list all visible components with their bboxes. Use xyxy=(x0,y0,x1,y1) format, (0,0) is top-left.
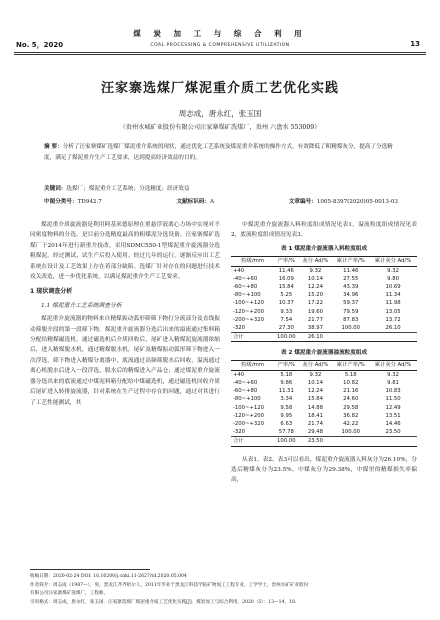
table-cell: -120~+200 xyxy=(233,412,265,419)
table-cell: 15.84 xyxy=(307,396,324,403)
keywords-label: 关键词： xyxy=(44,186,67,192)
table-header: 粒级/mm xyxy=(231,257,274,267)
table-cell: 9.95 xyxy=(280,412,293,419)
classification-line xyxy=(44,197,398,205)
table-header: 累计产率/% xyxy=(332,361,369,371)
table1-body xyxy=(231,266,417,342)
table-header: 产率/% xyxy=(274,257,298,267)
table-cell: 42.22 xyxy=(343,421,359,428)
table-header: 累计产率/% xyxy=(332,257,369,267)
table-cell: 7.54 xyxy=(280,316,293,323)
table-cell: 11.50 xyxy=(385,396,401,403)
table-row xyxy=(231,291,417,299)
table-cell: 3.34 xyxy=(280,396,293,403)
table-cell: 14.88 xyxy=(307,404,324,411)
table-cell: 29.58 xyxy=(343,404,359,411)
table-cell: 13.05 xyxy=(385,308,401,315)
analysis-paragraph: 从表1、表2、表3可以看出，煤泥重介旋流器入料灰分为26.10%，分选后精煤灰分为23.5%，中煤灰分为29.38%，中煤里的精煤损失率偏高， xyxy=(231,456,417,483)
table-cell: 9.32 xyxy=(309,267,322,274)
table-row xyxy=(231,299,417,307)
body-paragraph: 煤泥重介旋流器的物料来自精煤振动弧形筛筛下物打分流部分及直线振动筛脱介段的第一段筛下物。煤泥重介旋流器分选后出来的溢流通过集料箱分配给精煤磁选机，通过磁选机后介质回收后，尾矿进入精煤泥旋流器浓缩后，进入精煤脱水机，通过精煤脱水机，尾矿及精煤振动弧形筛下物进入一次浮选，筛下物进入精煤分离器中，底流通过高频筛脱水后回收，溢流通过离心机脱水后进入一段浮选，脱水后的精煤进入产品仓；通过煤泥重介旋流器分选出来的底流通过中煤泥料箱分配给中煤磁选机，通过磁选机回收介质后尾矿进入转排旋流器，针对系统在生产过程中存在的问题，通过对其进行了工艺性能测试，其 xyxy=(30,316,220,406)
table-cell: 10.82 xyxy=(343,380,359,387)
header-rule xyxy=(14,52,426,53)
abstract-label: 摘 要： xyxy=(44,144,63,150)
table-row xyxy=(231,324,417,333)
article-id: 文章编号：1005-8397(2020)05-0013-03 xyxy=(288,199,398,205)
table-cell: 24.60 xyxy=(343,396,359,403)
table-cell: 5.18 xyxy=(280,371,293,378)
table-cell: 87.83 xyxy=(343,316,359,323)
table-row xyxy=(231,266,417,275)
issue-number: No. 5，2020 xyxy=(16,41,64,49)
table-cell: 17.22 xyxy=(307,300,324,307)
table-cell: -200~+320 xyxy=(233,316,265,323)
table-cell: 23.50 xyxy=(385,429,401,436)
table-cell: -80~+100 xyxy=(233,396,261,403)
table-cell: 11.46 xyxy=(343,267,359,274)
table-header: 粒级/mm xyxy=(231,361,274,371)
table-cell: 15.84 xyxy=(278,283,294,290)
table-cell: 26.10 xyxy=(298,333,332,342)
right-column xyxy=(231,220,417,485)
table-cell: 100.00 xyxy=(274,437,298,446)
table-cell: 13.51 xyxy=(385,412,401,419)
table-cell: 34.96 xyxy=(343,292,359,299)
table-row xyxy=(231,395,417,403)
table2 xyxy=(231,360,417,446)
author-affiliation: （贵州水城矿业股份有限公司汪家寨煤矿洗煤厂，贵州 六盘水 553009） xyxy=(119,124,321,131)
table-cell: 9.33 xyxy=(280,308,293,315)
table-cell: +40 xyxy=(233,267,245,274)
table-cell: 5.18 xyxy=(344,371,357,378)
footnote-author-bio-cont: 有限公司汪家寨煤矿洗煤厂，工程师。 xyxy=(30,591,109,597)
table-cell: -100~+120 xyxy=(233,404,265,411)
table-cell: 29.48 xyxy=(307,429,324,436)
table-cell: 15.20 xyxy=(307,292,324,299)
table-cell: 26.10 xyxy=(385,324,401,331)
table-row xyxy=(231,437,417,446)
table-cell: 9.32 xyxy=(309,371,322,378)
table-cell: 9.80 xyxy=(387,275,399,282)
clc-number: 中图分类号：TD942.7 xyxy=(44,199,102,205)
table-header: 累计灰分 Ad/% xyxy=(369,361,417,371)
table-cell: 79.59 xyxy=(343,308,359,315)
table-cell: -200~+320 xyxy=(233,421,265,428)
table-cell: 10.14 xyxy=(307,275,324,282)
table-row xyxy=(231,379,417,387)
table2-caption: 表 2 煤泥重介旋流器溢流粒度组成 xyxy=(280,350,368,357)
table-cell: 10.37 xyxy=(278,300,294,307)
table-cell: 10.69 xyxy=(385,283,401,290)
table-cell: 23.50 xyxy=(298,437,332,446)
table-cell xyxy=(369,437,417,446)
table-cell: 9.32 xyxy=(387,371,399,378)
table-cell: 12.24 xyxy=(307,283,324,290)
table-cell: 59.37 xyxy=(343,300,359,307)
journal-name-cn: 煤 炭 加 工 与 综 合 利 用 xyxy=(133,29,307,38)
table-cell xyxy=(332,333,369,342)
table-cell: 57.78 xyxy=(278,429,294,436)
footnote-citation: 引用格式：周志成，唐永红，张玉国．汪家寨选煤厂煤泥重介质工艺优化实践[J]．煤炭加工与综合利用，2020（5）：13—14，18. xyxy=(30,599,297,605)
table-cell: 12.24 xyxy=(307,388,324,395)
table-row xyxy=(231,404,417,412)
table-row xyxy=(231,428,417,437)
journal-header xyxy=(110,28,330,48)
page-number: 13 xyxy=(410,40,420,48)
table-row xyxy=(231,308,417,316)
table-cell: 9.32 xyxy=(387,267,399,274)
table-cell: 19.60 xyxy=(307,308,324,315)
left-column xyxy=(30,220,220,409)
table-cell: 9.81 xyxy=(387,380,399,387)
table-cell: 合计 xyxy=(231,437,274,446)
table-row xyxy=(231,275,417,283)
table-cell: 21.16 xyxy=(343,388,359,395)
table-cell: 11.98 xyxy=(385,300,401,307)
abstract-text: 分析了汪家寨煤矿选煤厂煤泥重介系统的现状，通过优化工艺系统及煤泥重介系统的操作方式，有效降低了粗精煤灰分，提高了分选精度，满足了煤泥重介生产工艺要求，达到提高经济效益的目的。 xyxy=(44,144,393,161)
table-cell: 14.46 xyxy=(385,421,401,428)
table-cell: 11.34 xyxy=(385,292,401,299)
table-cell: -100~+120 xyxy=(233,300,265,307)
table-cell: -320 xyxy=(233,429,246,436)
table-cell: 100.00 xyxy=(274,333,298,342)
table-cell: 10.14 xyxy=(307,380,324,387)
intro-paragraph: 煤泥重介质旋流器是利用阿基米德原理在重悬浮液离心力场中实现对不同密度物料的分选，是目前分选精度最高的粗煤泥分选设备。汪家寨煤矿选煤厂于2014年进行新重介技改，采用SDMC550-1型煤泥重介旋流器分选粗煤泥。经过测试、试生产后投入使用。经过几年的运行，逐渐反应出工艺系统在设计及工艺效果上存在着部分缺陷。选煤厂针对存在的问题进行技术攻关改造，进一步优化系统，以满足煤泥重介生产工艺要求。 xyxy=(30,222,220,281)
table-row xyxy=(231,412,417,420)
footnote-rule xyxy=(30,569,150,570)
table-cell: 5.25 xyxy=(280,292,293,299)
table-header: 累计灰分 Ad/% xyxy=(369,257,417,267)
table-cell: -40~+60 xyxy=(233,380,258,387)
article-authors: 周志成，唐永红，张玉国 xyxy=(178,109,262,118)
table-row xyxy=(231,387,417,395)
table-cell: 18.41 xyxy=(307,412,324,419)
table-cell: 21.74 xyxy=(307,421,324,428)
footnotes xyxy=(30,573,420,607)
footnote-received: 收稿日期：2020-02-24 DOI: 10.16200/j.cnki.11-2627/td.2020.05.004 xyxy=(30,574,187,579)
section-heading-1: 1 现状调查分析 xyxy=(30,288,73,296)
table-cell: -60~+80 xyxy=(233,283,258,290)
table-row xyxy=(231,316,417,324)
keywords-text: 选煤厂；煤泥重介工艺系统；分选精度；经济效益 xyxy=(66,186,190,192)
table-cell: 合计 xyxy=(231,333,274,342)
footnote-author-bio: 作者简介：周志成（1987—），男，黑龙江齐齐哈尔人，2011年毕业于黑龙江科技学院矿物加工工程专业，工学学士，贵州水矿矿业股份 xyxy=(30,582,309,588)
keywords xyxy=(44,184,398,192)
article-title: 汪家寨选煤厂煤泥重介质工艺优化实践 xyxy=(100,81,339,96)
table-row xyxy=(231,283,417,291)
table-cell: 27.30 xyxy=(278,324,294,331)
table-cell: 12.49 xyxy=(385,404,401,411)
subsection-heading-1-1: 1.1 煤泥重介工艺系统调查分析 xyxy=(41,302,122,309)
table-cell xyxy=(332,437,369,446)
table-cell: 10.83 xyxy=(385,388,401,395)
table-cell: 16.09 xyxy=(278,275,294,282)
table-cell: 21.77 xyxy=(307,316,324,323)
table-cell: -80~+100 xyxy=(233,292,261,299)
table-cell xyxy=(369,333,417,342)
table-row xyxy=(231,370,417,379)
table-cell: 27.55 xyxy=(343,275,359,282)
table-cell: 9.58 xyxy=(280,404,293,411)
table-cell: 38.97 xyxy=(307,324,324,331)
table1-caption: 表 1 煤泥重介旋流器入料粒度组成 xyxy=(280,246,368,252)
document-code: 文献标识码：A xyxy=(176,199,215,205)
table-row xyxy=(231,420,417,428)
table-cell: 9.86 xyxy=(280,380,293,387)
table-cell: 11.46 xyxy=(278,267,294,274)
table-intro-paragraph: 中煤泥重介旋流器入料粒度组成情况见表1，溢流粒度组成情况见表2，底流粒度组成情况见表3。 xyxy=(231,222,417,238)
table-cell: 11.31 xyxy=(278,388,294,395)
table-cell: 100.00 xyxy=(341,429,361,436)
journal-name-en: COAL PROCESSING & COMPREHENSIVE UTILIZATION xyxy=(150,43,290,48)
header-rule-thin xyxy=(14,54,426,55)
table-cell: 13.72 xyxy=(385,316,401,323)
table-cell: -120~+200 xyxy=(233,308,265,315)
table-cell: 100.00 xyxy=(341,324,361,331)
table-cell: -60~+80 xyxy=(233,388,258,395)
abstract xyxy=(44,142,398,164)
table-cell: 36.82 xyxy=(343,412,359,419)
table-cell: 43.39 xyxy=(343,283,359,290)
table1 xyxy=(231,256,417,342)
table-row xyxy=(231,333,417,342)
table-header: 灰分 Ad/% xyxy=(298,361,332,371)
table2-body xyxy=(231,370,417,446)
table-cell: -40~+60 xyxy=(233,275,258,282)
table-cell: 6.63 xyxy=(280,421,293,428)
table-header: 灰分 Ad/% xyxy=(298,257,332,267)
table-cell: -320 xyxy=(233,324,246,331)
table-cell: +40 xyxy=(233,371,245,378)
table-header: 产率/% xyxy=(274,361,298,371)
